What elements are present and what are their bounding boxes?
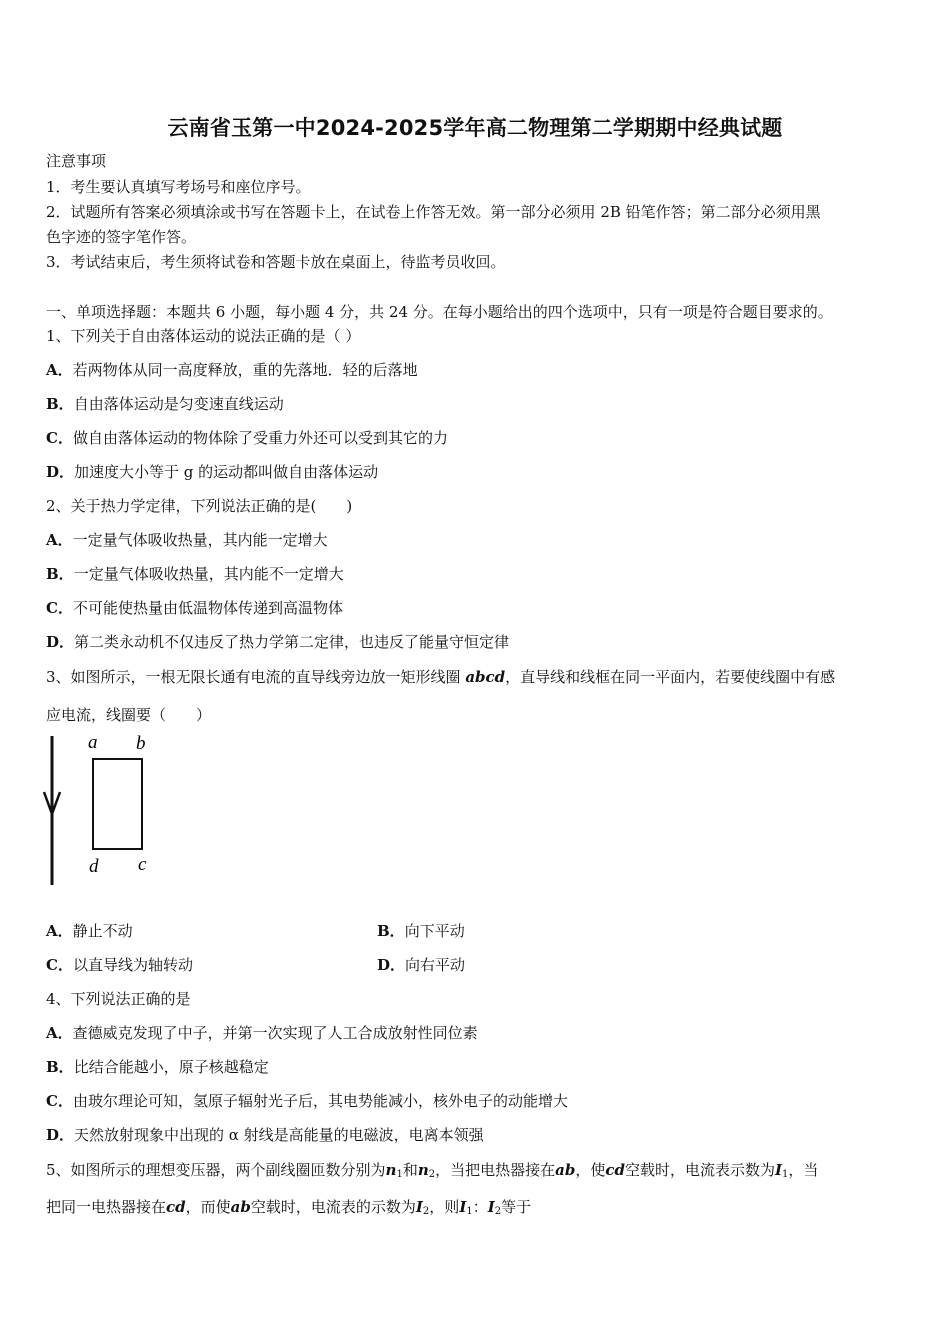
option-letter: A． — [46, 361, 73, 379]
q3-figure — [40, 730, 170, 890]
q5-text: 把同一电热器接在 — [46, 1198, 167, 1216]
q5-sub: 2 — [494, 1206, 502, 1217]
notice-item-2: 2．试题所有答案必须填涂或书写在答题卡上，在试卷上作答无效。第一部分必须用 2B 铅笔作答；第二部分必须用黑 — [46, 203, 821, 221]
q5-var-n: n — [385, 1161, 397, 1179]
page-title: 云南省玉第一中2024-2025学年高二物理第二学期期中经典试题 — [167, 116, 783, 140]
q5-var-i: I — [415, 1198, 423, 1216]
q5-var-ab: ab — [230, 1198, 251, 1216]
q3-stem-part: ，直导线和线框在同一平面内，若要使线圈中有感 — [505, 668, 836, 686]
q5-text: ，当 — [788, 1161, 819, 1179]
option-text: 自由落体运动是匀变速直线运动 — [73, 395, 284, 413]
q2-stem: 2、关于热力学定律，下列说法正确的是( ) — [46, 497, 353, 515]
q5-sub: 2 — [422, 1206, 430, 1217]
q5-text: 5、如图所示的理想变压器，两个副线圈匝数分别为 — [46, 1161, 386, 1179]
option-text: 一定量气体吸收热量，其内能一定增大 — [72, 531, 328, 549]
q5-sub: 1 — [782, 1169, 789, 1180]
option-text: 加速度大小等于 g 的运动都叫做自由落体运动 — [74, 463, 379, 481]
option-letter: D． — [46, 1126, 75, 1144]
option-letter: A． — [46, 1024, 73, 1042]
option-letter: B． — [46, 1058, 74, 1076]
q5-var-cd: cd — [605, 1161, 625, 1179]
q5-var-i: I — [487, 1198, 495, 1216]
q5-text: ，当把电热器接在 — [435, 1161, 556, 1179]
option-text: 第二类永动机不仅违反了热力学第二定律，也违反了能量守恒定律 — [74, 633, 510, 651]
q5-stem-line2 — [46, 1197, 531, 1217]
q3-stem-cont: 应电流，线圈要（ ） — [46, 706, 212, 724]
notice-item-2-cont: 色字迹的签字笔作答。 — [46, 228, 197, 246]
q5-text: ： — [472, 1198, 488, 1216]
notice-item-1: 1．考生要认真填写考场号和座位序号。 — [46, 178, 311, 196]
rectangular-coil — [93, 759, 142, 849]
q5-var-n: n — [417, 1161, 429, 1179]
q5-text: ，而使 — [185, 1198, 231, 1216]
option-letter: D． — [377, 956, 406, 974]
option-letter: B． — [377, 922, 405, 940]
option-letter: B． — [46, 565, 74, 583]
q3-option-c — [46, 955, 193, 975]
notice-item-3: 3．考试结束后，考生须将试卷和答题卡放在桌面上，待监考员收回。 — [46, 253, 506, 271]
option-text: 不可能使热量由低温物体传递到高温物体 — [72, 599, 343, 617]
q5-var-cd: cd — [166, 1198, 186, 1216]
q3-var-abcd: abcd — [465, 668, 506, 686]
q2-option-d — [46, 632, 509, 652]
option-text: 由玻尔理论可知，氢原子辐射光子后，其电势能减小，核外电子的动能增大 — [72, 1092, 568, 1110]
label-b: b — [136, 733, 146, 754]
option-text: 若两物体从同一高度释放，重的先落地．轻的后落地 — [72, 361, 418, 379]
q5-sub: 1 — [466, 1206, 473, 1217]
q5-text: 等于 — [501, 1198, 532, 1216]
option-letter: C． — [46, 599, 73, 617]
q2-option-a — [46, 530, 328, 550]
section-heading: 一、单项选择题：本题共 6 小题，每小题 4 分，共 24 分。在每小题给出的四个选项中，只有一项是符合题目要求的。 — [46, 303, 833, 321]
option-text: 查德威克发现了中子，并第一次实现了人工合成放射性同位素 — [72, 1024, 478, 1042]
option-text: 向右平动 — [405, 956, 466, 974]
q1-option-d — [46, 462, 378, 482]
q5-sub: 2 — [428, 1169, 436, 1180]
q3-option-a — [46, 921, 133, 941]
option-letter: D． — [46, 463, 75, 481]
q4-option-c — [46, 1091, 568, 1111]
option-letter: C． — [46, 1092, 73, 1110]
q2-option-b — [46, 564, 344, 584]
q3-option-d — [377, 955, 465, 975]
q1-option-a — [46, 360, 418, 380]
label-a: a — [88, 732, 98, 753]
option-letter: D． — [46, 633, 75, 651]
option-text: 以直导线为轴转动 — [72, 956, 193, 974]
q4-option-a — [46, 1023, 478, 1043]
q1-option-c — [46, 428, 448, 448]
q4-option-b — [46, 1057, 269, 1077]
option-text: 比结合能越小，原子核越稳定 — [73, 1058, 269, 1076]
q1-option-b — [46, 394, 284, 414]
q5-var-i: I — [459, 1198, 467, 1216]
q5-var-ab: ab — [555, 1161, 576, 1179]
q5-text: ，使 — [575, 1161, 606, 1179]
q5-text: ，则 — [429, 1198, 460, 1216]
notice-heading: 注意事项 — [46, 152, 107, 170]
q5-var-i: I — [775, 1161, 783, 1179]
option-text: 做自由落体运动的物体除了受重力外还可以受到其它的力 — [72, 429, 448, 447]
option-letter: A． — [46, 531, 73, 549]
option-letter: A． — [46, 922, 73, 940]
option-letter: B． — [46, 395, 74, 413]
q4-option-d — [46, 1125, 484, 1145]
option-text: 一定量气体吸收热量，其内能不一定增大 — [73, 565, 344, 583]
q3-stem-part: 3、如图所示，一根无限长通有电流的直导线旁边放一矩形线圈 — [46, 668, 466, 686]
q5-text: 空载时，电流表示数为 — [625, 1161, 776, 1179]
option-letter: C． — [46, 429, 73, 447]
q3-option-b — [377, 921, 465, 941]
option-text: 静止不动 — [72, 922, 133, 940]
label-c: c — [138, 854, 147, 875]
q3-stem — [46, 667, 835, 687]
option-letter: C． — [46, 956, 73, 974]
option-text: 向下平动 — [404, 922, 465, 940]
q5-sub: 1 — [396, 1169, 403, 1180]
q5-stem-line1 — [46, 1160, 818, 1180]
q5-text: 空载时，电流表的示数为 — [250, 1198, 416, 1216]
q1-stem: 1、下列关于自由落体运动的说法正确的是（ ） — [46, 327, 361, 345]
option-text: 天然放射现象中出现的 α 射线是高能量的电磁波，电离本领强 — [74, 1126, 484, 1144]
q2-option-c — [46, 598, 343, 618]
label-d: d — [89, 856, 99, 877]
q5-text: 和 — [402, 1161, 418, 1179]
q4-stem: 4、下列说法正确的是 — [46, 990, 191, 1008]
